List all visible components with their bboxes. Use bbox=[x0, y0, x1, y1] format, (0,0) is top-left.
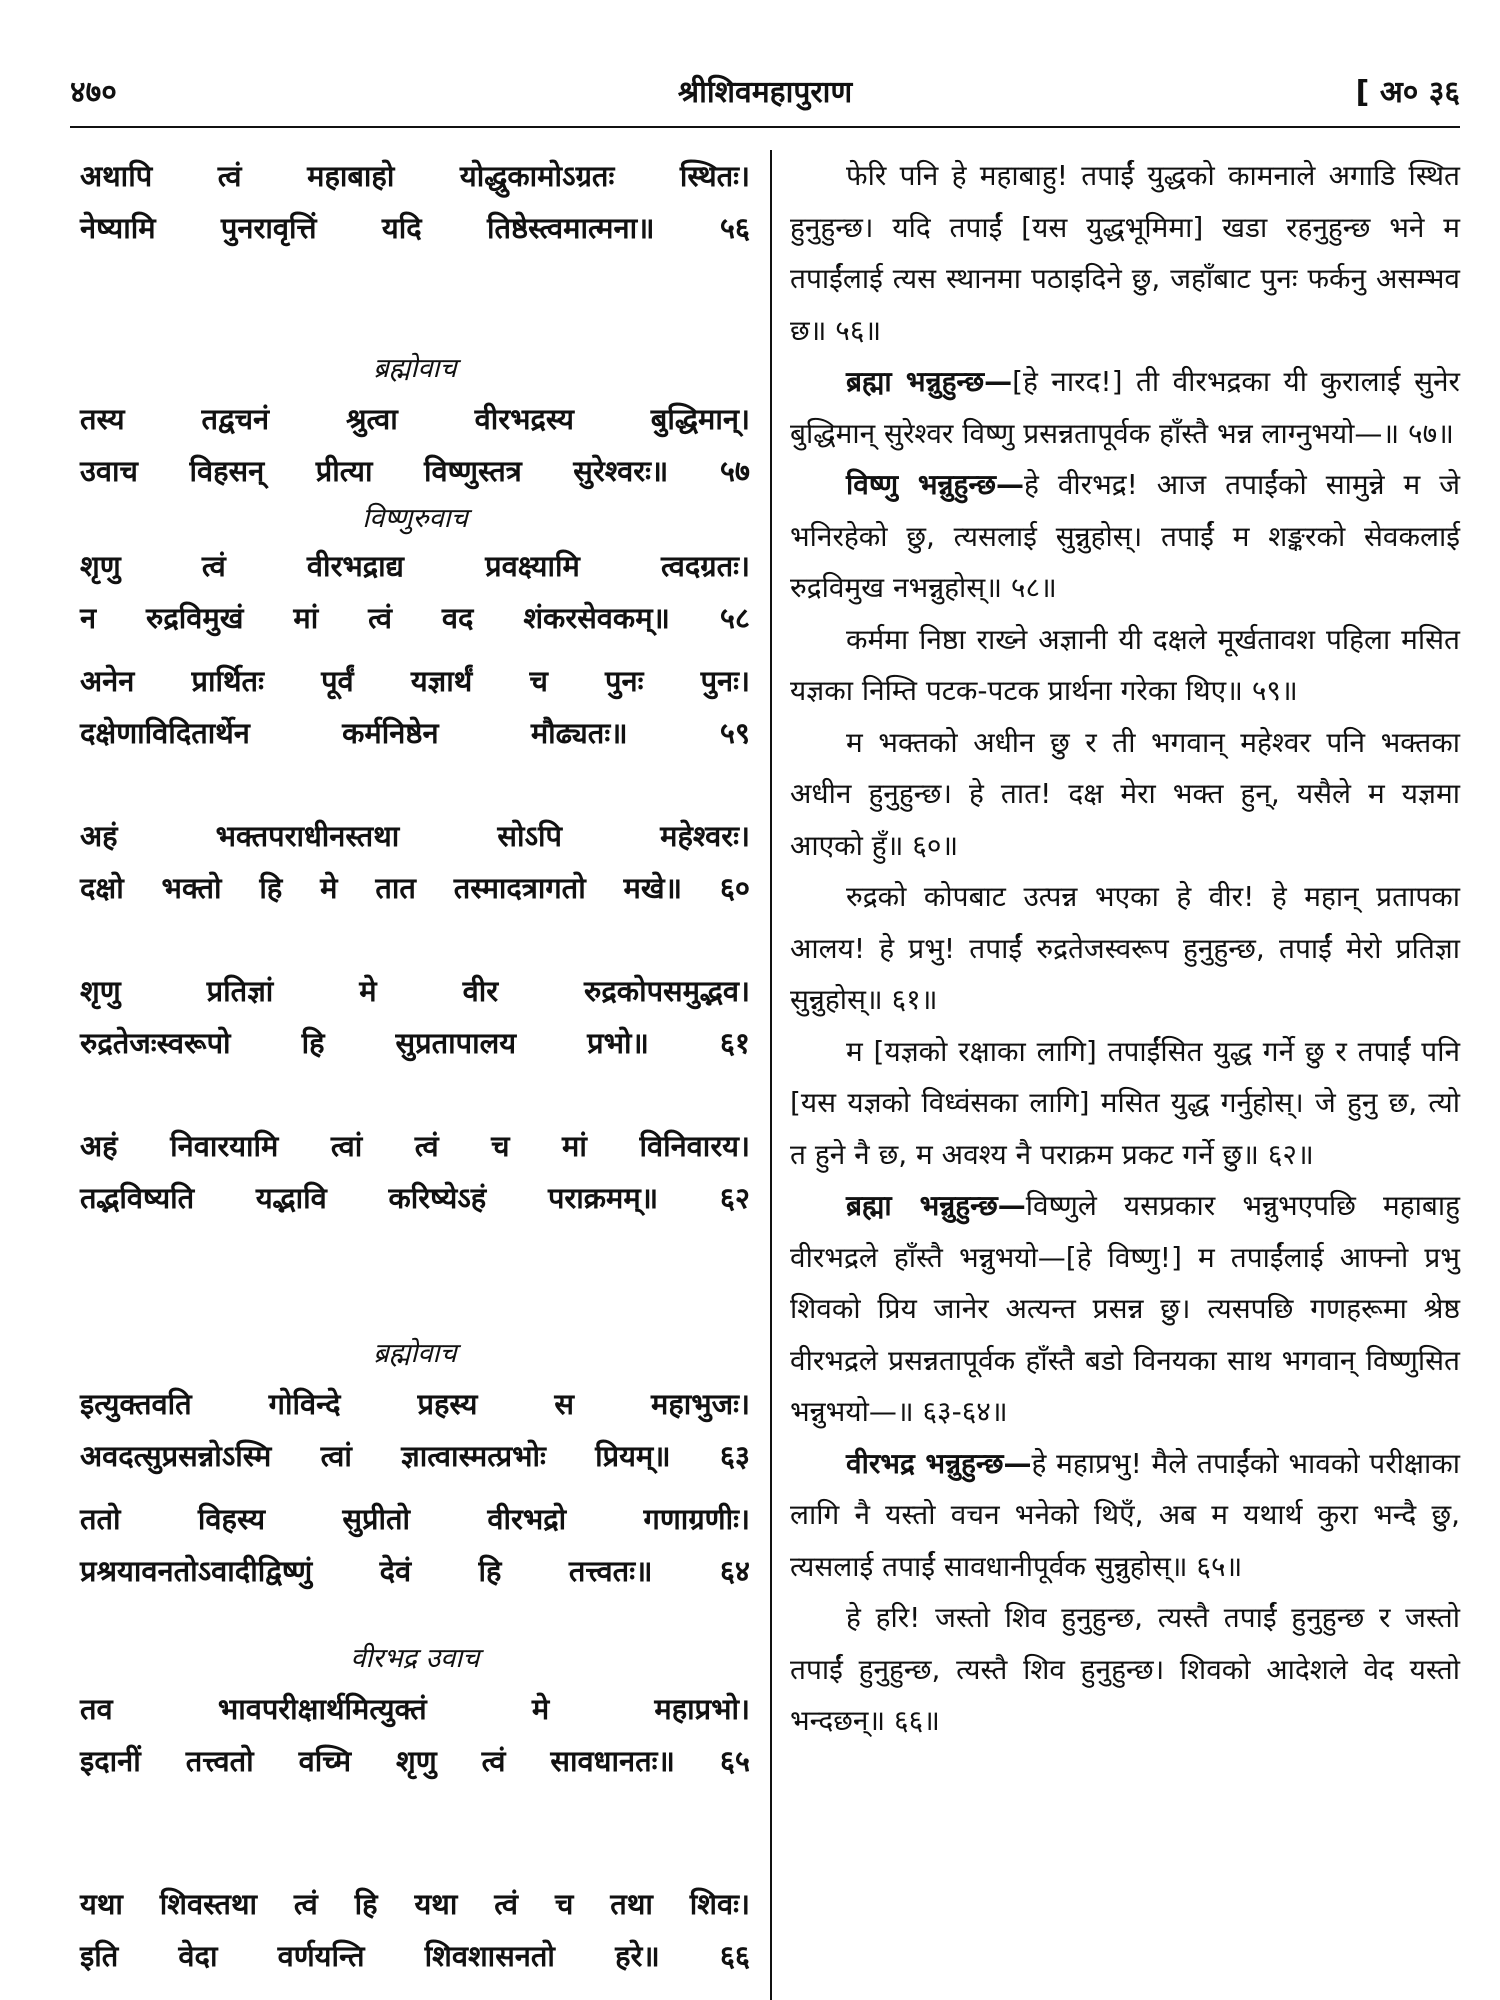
translation-para bbox=[790, 356, 1460, 459]
verse-line: इत्युक्तवति गोविन्दे प्रहस्य स महाभुजः। bbox=[80, 1387, 750, 1421]
speaker-label: वीरभद्र भन्नुहुन्छ— bbox=[846, 1446, 1032, 1480]
translation-text: हे महाप्रभु! मैले तपाईंको भावको परीक्षाका लागि नै यस्तो वचन भनेको थिएँ, अब म यथार्थ कुरा भन्दै छु, त्यसलाई तपाईं सावधानीपूर्वक सुन्नुहोस्॥ ६५॥ bbox=[790, 1446, 1460, 1583]
translation-text: फेरि पनि हे महाबाहु! तपाईं युद्धको कामनाले अगाडि स्थित हुनुहुन्छ। यदि तपाईं [यस युद्धभूमिमा] खडा रहनुहुन्छ भने म तपाईंलाई त्यस स्थानमा पठाइदिने छु, जहाँबाट पुनः फर्कनु असम्भव छ॥ ५६॥ bbox=[790, 159, 1460, 347]
verse-line: दक्षेणाविदितार्थेन कर्मनिष्ठेन मौढ्यतः॥ ५९ bbox=[80, 716, 750, 750]
speaker-label: विष्णु भन्नुहुन्छ— bbox=[846, 468, 1025, 501]
verse-65 bbox=[80, 1683, 750, 1787]
page-header bbox=[70, 60, 1460, 120]
page-title: श्रीशिवमहापुराण bbox=[677, 75, 853, 110]
verse-63 bbox=[80, 1378, 750, 1482]
verse-line: दक्षो भक्तो हि मे तात तस्मादत्रागतो मखे॥ ६० bbox=[80, 871, 750, 905]
translation-para bbox=[790, 1180, 1460, 1438]
verse-line: अथापि त्वं महाबाहो योद्धुकामोऽग्रतः स्थितः। bbox=[80, 159, 750, 193]
verse-line: तव भावपरीक्षार्थमित्युक्तं मे महाप्रभो। bbox=[80, 1692, 750, 1726]
verse-line: श‍ृणु प्रतिज्ञां मे वीर रुद्रकोपसमुद्भव। bbox=[80, 974, 750, 1008]
column-divider bbox=[770, 150, 772, 2000]
translation-para bbox=[790, 614, 1460, 717]
verse-line: अहं भक्तपराधीनस्तथा सोऽपि महेश्वरः। bbox=[80, 819, 750, 853]
speaker-heading: ब्रह्मोवाच bbox=[373, 353, 457, 384]
verse-58 bbox=[80, 540, 750, 644]
translation-para bbox=[790, 1592, 1460, 1747]
speaker-label: ब्रह्मा भन्नुहुन्छ— bbox=[846, 365, 1013, 398]
verse-line: यथा शिवस्तथा त्वं हि यथा त्वं च तथा शिवः। bbox=[80, 1887, 750, 1921]
speaker-heading: विष्णुरुवाच bbox=[362, 503, 468, 534]
speaker-heading: वीरभद्र उवाच bbox=[350, 1643, 480, 1674]
speaker-label: ब्रह्मा भन्नुहुन्छ— bbox=[846, 1189, 1026, 1222]
translation-para bbox=[790, 1438, 1460, 1593]
verse-57 bbox=[80, 393, 750, 497]
translation-para bbox=[790, 150, 1460, 356]
verse-line: इदानीं तत्त्वतो वच्मि श‍ृणु त्वं सावधानतः॥ ६५ bbox=[80, 1744, 750, 1778]
verse-line: अहं निवारयामि त्वां त्वं च मां विनिवारय। bbox=[80, 1129, 750, 1163]
verse-59 bbox=[80, 655, 750, 759]
header-rule bbox=[70, 126, 1460, 128]
verse-line: तस्य तद्वचनं श्रुत्वा वीरभद्रस्य बुद्धिमान्। bbox=[80, 402, 750, 436]
translation-text: रुद्रको कोपबाट उत्पन्न भएका हे वीर! हे महान् प्रतापका आलय! हे प्रभु! तपाईं रुद्रतेजस्वरूप हुनुहुन्छ, तपाईं मेरो प्रतिज्ञा सुन्नुहोस्॥ ६१॥ bbox=[790, 880, 1460, 1016]
verse-line: प्रश्रयावनतोऽवादीद्विष्णुं देवं हि तत्त्वतः॥ ६४ bbox=[80, 1554, 750, 1588]
translation-para bbox=[790, 717, 1460, 872]
verse-line: अवदत्सुप्रसन्नोऽस्मि त्वां ज्ञात्वास्मत्प्रभोः प्रियम्॥ ६३ bbox=[80, 1439, 750, 1473]
verse-62 bbox=[80, 1120, 750, 1224]
translation-text: हे वीरभद्र! आज तपाईंको सामुन्ने म जे भनिरहेको छु, त्यसलाई सुन्नुहोस्। तपाईं म शङ्करको सेवकलाई रुद्रविमुख नभन्नुहोस्॥ ५८॥ bbox=[790, 468, 1460, 604]
translation-text: म [यज्ञको रक्षाका लागि] तपाईंसित युद्ध गर्ने छु र तपाईं पनि [यस यज्ञको विध्वंसका लागि] मसित युद्ध गर्नुहोस्। जे हुनु छ, त्यो त हुने नै छ, म अवश्य नै पराक्रम प्रकट गर्ने छु॥ ६२॥ bbox=[790, 1034, 1460, 1171]
verse-line: उवाच विहसन् प्रीत्या विष्णुस्तत्र सुरेश्वरः॥ ५७ bbox=[80, 454, 750, 488]
sanskrit-column bbox=[80, 150, 750, 1990]
translation-para bbox=[790, 871, 1460, 1026]
verse-56 bbox=[80, 150, 750, 254]
translation-text: म भक्तको अधीन छु र ती भगवान् महेश्वर पनि भक्तका अधीन हुनुहुन्छ। हे तात! दक्ष मेरा भक्त हुन्, यसैले म यज्ञमा आएको हुँ॥ ६०॥ bbox=[790, 725, 1460, 862]
translation-text: [हे नारद!] ती वीरभद्रका यी कुरालाई सुनेर बुद्धिमान् सुरेश्वर विष्णु प्रसन्नतापूर्वक हाँस्तै भन्न लाग्नुभयो—॥ ५७॥ bbox=[790, 365, 1460, 450]
verse-line: रुद्रतेजःस्वरूपो हि सुप्रतापालय प्रभो॥ ६१ bbox=[80, 1026, 750, 1060]
translation-para bbox=[790, 459, 1460, 614]
verse-line: श‍ृणु त्वं वीरभद्राद्य प्रवक्ष्यामि त्वदग्रतः। bbox=[80, 549, 750, 583]
verse-line: ततो विहस्य सुप्रीतो वीरभद्रो गणाग्रणीः। bbox=[80, 1502, 750, 1536]
verse-64 bbox=[80, 1493, 750, 1597]
chapter-marker: [ अ० ३६ bbox=[1355, 75, 1460, 110]
verse-60 bbox=[80, 810, 750, 914]
translation-text: हे हरि! जस्तो शिव हुनुहुन्छ, त्यस्तै तपाईं हुनुहुन्छ र जस्तो तपाईं हुनुहुन्छ, त्यस्तै शिव हुनुहुन्छ। शिवको आदेशले वेद यस्तो भन्दछन्॥ ६६॥ bbox=[790, 1601, 1460, 1737]
verse-61 bbox=[80, 965, 750, 1069]
verse-line: न रुद्रविमुखं मां त्वं वद शंकरसेवकम्॥ ५८ bbox=[80, 601, 750, 635]
translation-text: कर्ममा निष्ठा राख्ने अज्ञानी यी दक्षले मूर्खतावश पहिला मसित यज्ञका निम्ति पटक-पटक प्रार्थना गरेका थिए॥ ५९॥ bbox=[790, 622, 1460, 707]
nepali-translation-column bbox=[790, 150, 1460, 1990]
verse-line: अनेन प्रार्थितः पूर्वं यज्ञार्थं च पुनः पुनः। bbox=[80, 664, 750, 698]
verse-66 bbox=[80, 1878, 750, 1982]
verse-line: तद्भविष्यति यद्भावि करिष्येऽहं पराक्रमम्॥ ६२ bbox=[80, 1181, 750, 1215]
verse-line: नेष्यामि पुनरावृत्तिं यदि तिष्ठेस्त्वमात्मना॥ ५६ bbox=[80, 211, 750, 245]
verse-line: इति वेदा वर्णयन्ति शिवशासनतो हरे॥ ६६ bbox=[80, 1939, 750, 1973]
speaker-heading: ब्रह्मोवाच bbox=[373, 1338, 457, 1369]
translation-para bbox=[790, 1026, 1460, 1181]
translation-text: विष्णुले यसप्रकार भन्नुभएपछि महाबाहु वीरभद्रले हाँस्तै भन्नुभयो—[हे विष्णु!] म तपाईंलाई आफ्नो प्रभु शिवको प्रिय जानेर अत्यन्त प्रसन्न छु। त्यसपछि गणहरूमा श्रेष्ठ वीरभद्रले प्रसन्नतापूर्वक हाँस्तै बडो विनयका साथ भगवान् विष्णुसित भन्नुभयो—॥ ६३-६४॥ bbox=[790, 1189, 1460, 1428]
page-number: ४७० bbox=[70, 75, 117, 110]
